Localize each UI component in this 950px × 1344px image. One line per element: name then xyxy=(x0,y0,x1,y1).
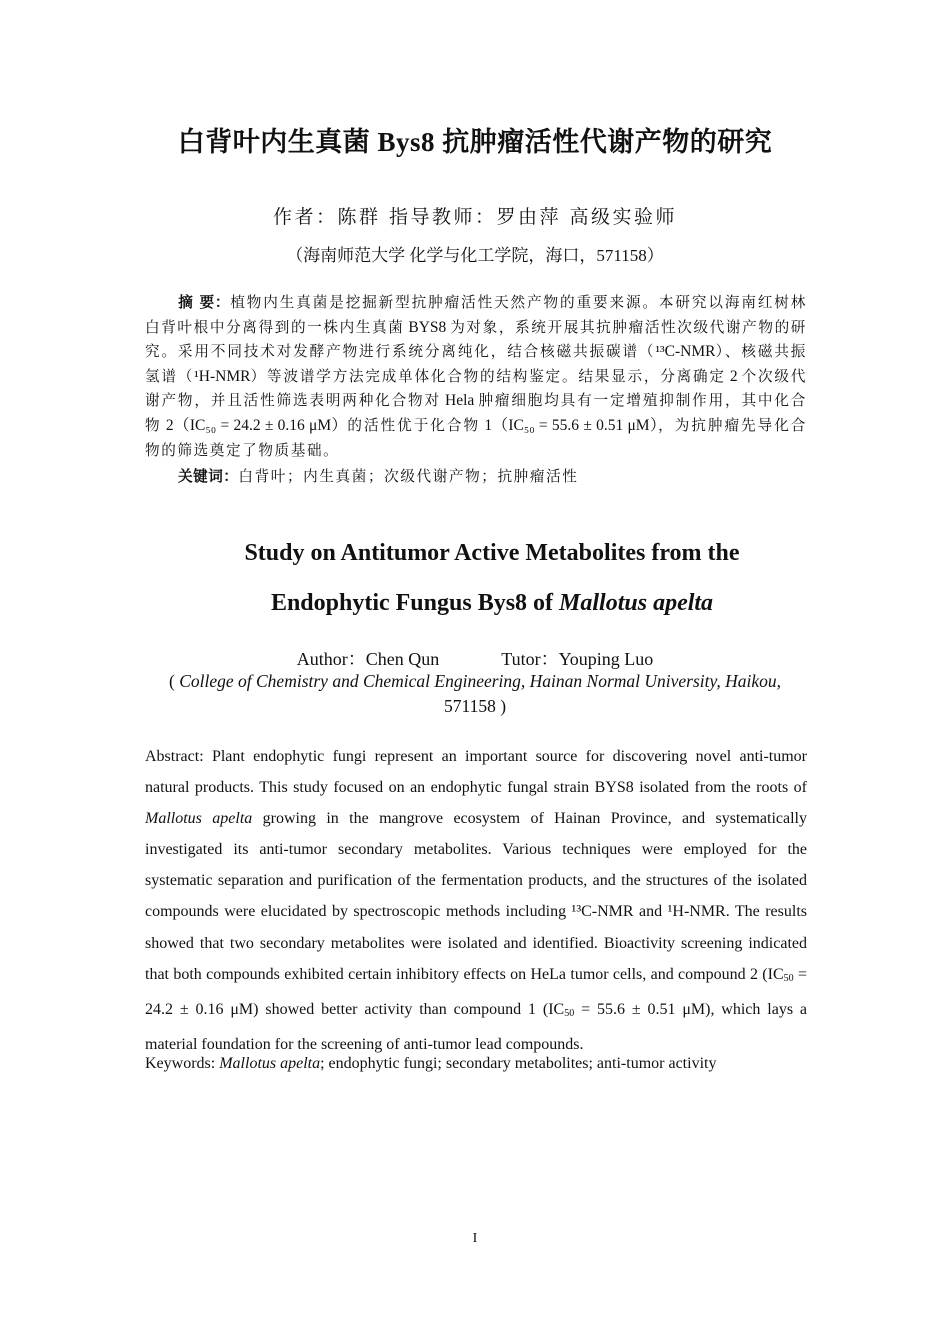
chinese-keywords-text: 白背叶；内生真菌；次级代谢产物；抗肿瘤活性 xyxy=(238,468,579,485)
abstract-text: 1（IC₅₀ = 55.6 ± 0.51 μM） xyxy=(480,416,659,434)
abstract-text: Abstract: Plant endophytic fungi represent an important source for discovering novel anti-tumor natural products. This study focused on an endophytic fungal strain BYS8 isolated from the roots of xyxy=(145,748,807,797)
english-keywords-label: Keywords: xyxy=(145,1055,220,1072)
english-abstract xyxy=(145,741,807,1060)
chinese-keywords xyxy=(178,465,807,489)
english-tutor: Tutor：Youping Luo xyxy=(501,649,654,669)
chinese-title: 白背叶内生真菌 Bys8 抗肿瘤活性代谢产物的研究 xyxy=(177,127,773,157)
abstract-text: 肿瘤细胞均具有一定增殖抑制作用，其中化合物 xyxy=(145,392,807,434)
keywords-species: Mallotus apelta xyxy=(219,1055,321,1072)
affil-college: College of Chemistry and Chemical Engineering, Hainan Normal University, Haikou, xyxy=(179,671,781,691)
affil-postcode: 571158 ) xyxy=(443,696,507,716)
abstract-text: ¹H-NMR xyxy=(194,367,251,385)
english-author-line xyxy=(0,645,950,671)
abstract-text: = 24.2 ± 0.16 μM) showed better activity than compound 1 (IC xyxy=(145,965,807,1018)
chinese-abstract xyxy=(145,291,807,463)
affil-text: ( xyxy=(169,671,180,691)
abstract-text: ）等波谱学方法完成单体化合物的结构鉴定。结果显示，分离确定 xyxy=(250,367,726,385)
subscript: 50 xyxy=(783,972,794,984)
subscript: 50 xyxy=(564,1007,575,1019)
abstract-text: 个次级代谢产物，并且活性筛选表明两种化合物对 xyxy=(145,367,808,410)
english-title xyxy=(0,528,950,628)
abstract-text: ）、核磁共振氢谱（ xyxy=(145,343,807,385)
english-affiliation xyxy=(165,669,785,719)
abstract-text: 2（IC₅₀ = 24.2 ± 0.16 μM） xyxy=(161,416,348,434)
abstract-text: 的活性优于化合物 xyxy=(347,416,481,434)
page-number: I xyxy=(472,1231,478,1246)
english-title-line2 xyxy=(0,578,950,628)
chinese-abstract-label: 摘 要： xyxy=(178,294,231,311)
chinese-author-line: 作者：陈群 指导教师：罗由萍 高级实验师 xyxy=(272,206,678,228)
english-keywords-text: ; endophytic fungi; secondary metabolites; anti-tumor activity xyxy=(320,1055,717,1072)
abstract-text: ，为抗肿瘤先导化合物的筛选奠定了物质基础。 xyxy=(145,416,807,459)
title-species: Mallotus apelta xyxy=(559,590,714,616)
abstract-text: growing in the mangrove ecosystem of Hainan Province, and systematically investigated its anti-tumor secondary metabolites. Various techniques were employed for the systematic separation and purification of the fermentation products, and the structures of the isolated compounds were elucidated by spectroscopic methods including ¹³C-NMR and ¹H-NMR. The results showed that two secondary metabolites were isolated and identified. Bioactivity screening indicated that both compounds exhibited certain inhibitory effects on HeLa tumor cells, and compound 2 (IC xyxy=(145,810,807,983)
title-text: Endophytic Fungus Bys8 of xyxy=(270,590,560,616)
english-title-line1: Study on Antitumor Active Metabolites from the xyxy=(244,540,740,566)
english-keywords xyxy=(145,1052,807,1076)
abstract-text: ¹³C-NMR xyxy=(655,343,716,361)
chinese-affiliation: （海南师范大学 化学与化工学院，海口，571158） xyxy=(286,246,664,265)
abstract-species: Mallotus apelta xyxy=(145,810,253,828)
abstract-text: = 55.6 ± 0.51 μM), which lays a material foundation for the screening of anti-tumor lead compounds. xyxy=(145,1000,808,1053)
abstract-text: Hela xyxy=(440,392,479,410)
abstract-text: 为对象，系统开展其抗肿瘤活性次级代谢产物的研究。采用不同技术对发酵产物进行系统分离纯化，结合核磁共振碳谱（ xyxy=(145,318,807,361)
chinese-keywords-label: 关键词： xyxy=(178,468,239,485)
abstract-text: 2 xyxy=(725,367,742,385)
abstract-text: 植物内生真菌是挖掘新型抗肿瘤活性天然产物的重要来源。本研究以海南红树林白背叶根中分离得到的一株内生真菌 xyxy=(145,294,807,336)
abstract-text: BYS8 xyxy=(404,318,451,336)
english-author: Author：Chen Qun xyxy=(296,649,440,669)
